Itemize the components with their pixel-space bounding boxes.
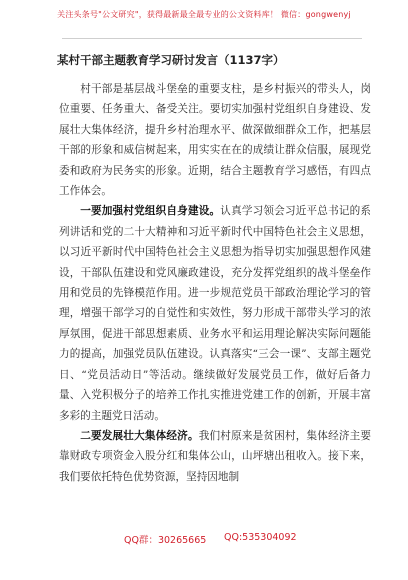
document-title: 某村干部主题教育学习研讨发言（1137字）: [57, 53, 285, 67]
paragraph-collective-economy: [59, 426, 371, 487]
paragraph-intro: [59, 79, 371, 201]
header-notice: 关注头条号"公文研究"，获得最新最全最专业的公文资料库！ 微信：gongwenyj: [57, 10, 351, 19]
paragraph-party-building: [59, 201, 371, 425]
footer-qq-group: QQ群：30265665: [124, 535, 207, 546]
document-body: [59, 79, 371, 487]
section-heading-party-building: 一要加强村党组织自身建设。: [80, 205, 221, 218]
paragraph-collective-economy-text: 我们村原来是贫困村，集体经济主要靠财政专项资金入股分红和集体公山，山坪塘出租收入。接下来，我们要依托特色优势资源，坚持因地制: [59, 429, 372, 483]
footer-qq: QQ:535304092: [224, 532, 297, 543]
paragraph-intro-text: 村干部是基层战斗堡垒的重要支柱，是乡村振兴的带头人，岗位重要、任务重大、备受关注。要切实加强村党组织自身建设、发展壮大集体经济，提升乡村治理水平、做深做细群众工作，把基层干部的形象和威信树起来，用实实在在的成绩让群众信服，展现党委和政府为民务实的形象。近期，结合主题教育学习感悟，有四点工作体会。: [59, 83, 371, 198]
paragraph-party-building-text: 认真学习领会习近平总书记的系列讲话和党的二十大精神和习近平新时代中国特色社会主义思想，以习近平新时代中国特色社会主义思想为指导切实加强思想作风建设，干部队伍建设和党风廉政建设，充分发挥党组织的战斗堡垒作用和党员的先锋模范作用。进一步规范党员干部政治理论学习的管理，增强干部学习的自觉性和实效性，努力形成干部带头学习的浓厚氛围，促进干部思想素质、业务水平和运用理论解决实际问题能力的提高，加强党员队伍建设。认真落实“三会一课”、支部主题党日、“党员活动日”等活动。继续做好发展党员工作，做好后备力量、入党积极分子的培养工作扎实推进党建工作的创新，开展丰富多彩的主题党日活动。: [59, 205, 371, 422]
header-divider: [62, 38, 362, 39]
section-heading-collective-economy: 二要发展壮大集体经济。: [80, 429, 199, 442]
